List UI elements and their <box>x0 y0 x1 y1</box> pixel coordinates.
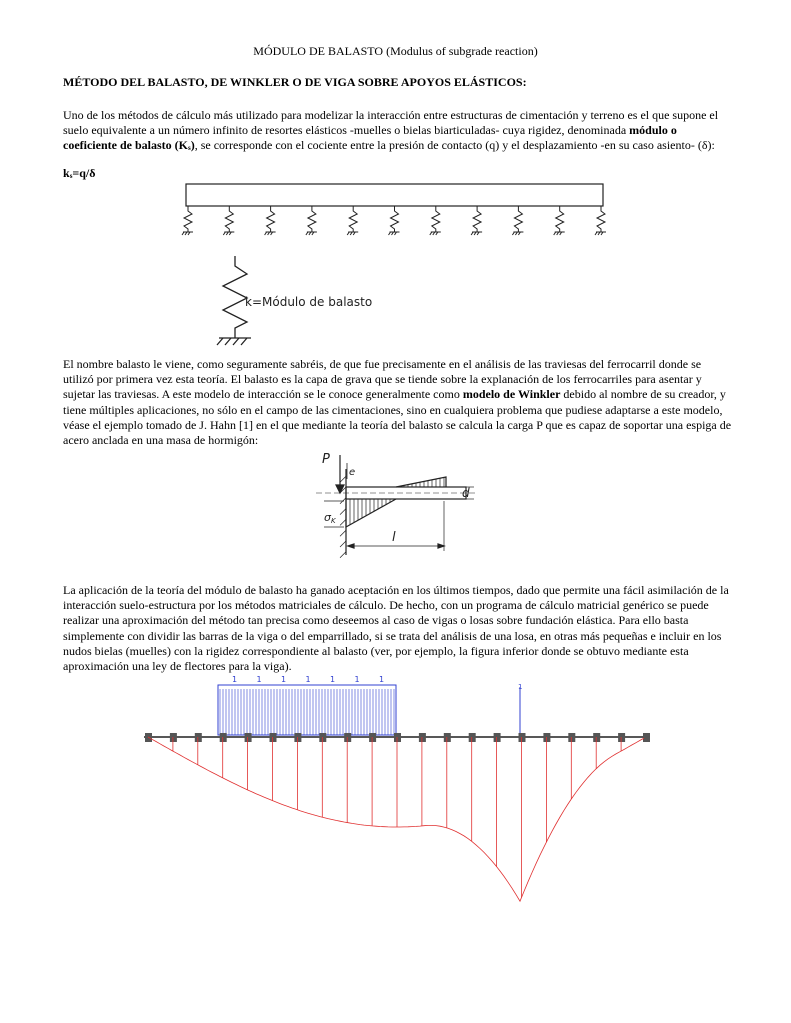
elastic-support-icon <box>294 733 301 742</box>
spring-icon <box>308 206 316 232</box>
elastic-support-icon <box>494 733 501 742</box>
spring-label: k=Módulo de balasto <box>245 295 373 309</box>
load-value-label: 1 <box>256 675 262 684</box>
eccentricity-label: e <box>349 467 356 478</box>
elastic-support-icon <box>270 733 277 742</box>
load-value-label: 1 <box>305 675 311 684</box>
elastic-support-icon <box>245 733 252 742</box>
elastic-support-icon <box>419 733 426 742</box>
spring-icon <box>556 206 564 232</box>
winkler-term: modelo de Winkler <box>462 387 561 402</box>
bending-moment-figure <box>136 673 656 948</box>
beam-on-springs-figure <box>180 182 610 237</box>
spring-icon <box>597 206 605 232</box>
spring-definition-figure <box>205 252 435 347</box>
intro-text-a: Uno de los métodos de cálculo más utilizado para modelizar la interacción entre estructuras de cimentación y terreno es el que supone el suelo equivalente a un número infinito de resortes elásticos -muelles o bielas biarticuladas- cuya rigidez, denominada <box>63 108 719 138</box>
load-value-label: 1 <box>330 675 336 684</box>
spring-icon <box>473 206 481 232</box>
elastic-support-icon <box>643 733 650 742</box>
paragraph-matrix-method: La aplicación de la teoría del módulo de balasto ha ganado aceptación en los últimos tiempos, dado que permite una fácil asimilación de la interacción suelo-estructura por los métodos matriciales de cálculo. De hecho, con un programa de cálculo matricial genérico se puede realizar una aproximación del método tan precisa como deseemos al caso de vigas o losas sobre fundación elástica. Para ello basta simplemente con dividir las barras de la viga o del emparrillado, si se trata del análisis de una losa, en otras más pequeñas e incluir en los nudos bielas (muelles) con la rigidez correspondiente al balasto (ver, por ejemplo, la figura inferior donde se obtuvo mediante esta aproximación una ley de flectores para la viga). <box>63 583 729 674</box>
spring-icon <box>432 206 440 232</box>
elastic-support-icon <box>220 733 227 742</box>
spring-icon <box>349 206 357 232</box>
point-load-label: 1 <box>518 683 523 691</box>
length-label: l <box>392 530 396 545</box>
load-value-label: 1 <box>232 675 238 684</box>
elastic-support-icon <box>344 733 351 742</box>
paragraph-history <box>63 357 733 448</box>
spring-icon <box>391 206 399 232</box>
elastic-support-icon <box>195 733 202 742</box>
steel-peg-figure <box>296 449 481 559</box>
elastic-support-icon <box>369 733 376 742</box>
load-value-label: 1 <box>354 675 360 684</box>
load-label: P <box>322 452 330 467</box>
load-value-label: 1 <box>281 675 287 684</box>
elastic-support-icon <box>519 733 526 742</box>
intro-text-b: , se corresponde con el cociente entre la presión de contacto (q) y el desplazamiento -en su caso asiento- (δ): <box>194 138 715 153</box>
spring-icon <box>267 206 275 232</box>
stress-label: σK <box>324 511 336 525</box>
elastic-support-icon <box>543 733 550 742</box>
history-text-a: El nombre balasto le viene, como seguramente sabréis, de que fue precisamente en el análisis de las traviesas del ferrocarril donde se utilizó por primera vez esta teoría. El balasto es la capa de grava que se tiende sobre la explanación de los ferrocarriles para asentar y sujetar las traviesas. A este modelo de interacción se le conoce generalmente como <box>63 357 702 402</box>
section-heading: MÉTODO DEL BALASTO, DE WINKLER O DE VIGA SOBRE APOYOS ELÁSTICOS: <box>63 75 527 89</box>
diameter-label: d <box>462 486 470 500</box>
elastic-support-icon <box>444 733 451 742</box>
page-title: MÓDULO DE BALASTO (Modulus of subgrade reaction) <box>253 44 538 58</box>
intro-bold-term: módulo o coeficiente de balasto (Ks) <box>63 123 677 153</box>
spring-icon <box>225 206 233 232</box>
moment-diagram <box>148 737 646 901</box>
formula: ks=q/δ <box>63 166 96 180</box>
paragraph-intro <box>63 108 733 157</box>
elastic-support-icon <box>469 733 476 742</box>
elastic-support-icon <box>568 733 575 742</box>
elastic-support-icon <box>593 733 600 742</box>
elastic-support-icon <box>394 733 401 742</box>
elastic-support-icon <box>618 733 625 742</box>
spring-icon <box>514 206 522 232</box>
history-text-b: debido al nombre de su creador, y tiene múltiples aplicaciones, no sólo en el campo de las cimentaciones, sino en cualquiera problema que pudiese adaptarse a este modelo, véase el ejemplo tomado de J. Hahn [1] en el que mediante la teoría del balasto se calcula la carga P que es capaz de soportar una espiga de acero anclada en una masa de hormigón: <box>63 387 732 448</box>
load-value-label: 1 <box>379 675 385 684</box>
elastic-support-icon <box>319 733 326 742</box>
elastic-support-icon <box>170 733 177 742</box>
spring-icon <box>184 206 192 232</box>
